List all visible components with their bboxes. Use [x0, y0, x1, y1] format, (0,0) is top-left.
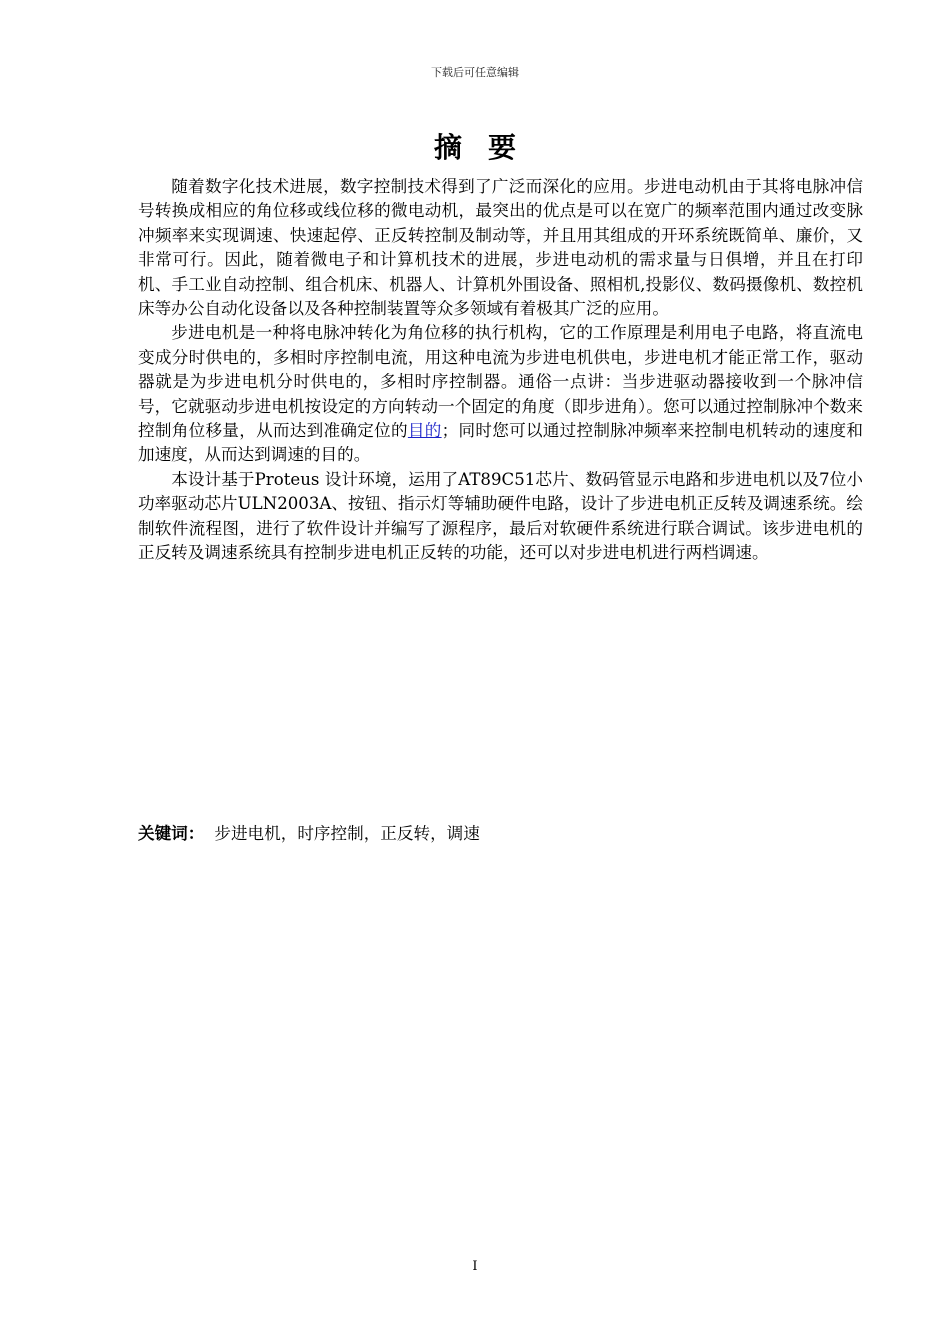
keywords-label: 关键词： — [138, 824, 205, 843]
purpose-link[interactable]: 目的 — [407, 421, 442, 441]
paragraph-3: 本设计基于Proteus 设计环境，运用了AT89C51芯片、数码管显示电路和步进电机以及7位小功率驱动芯片ULN2003A、按钮、指示灯等辅助硬件电路，设计了步进电机正反转及调速系统。绘制软件流程图，进行了软件设计并编写了源程序，最后对软硬件系统进行联合调试。该步进电机的正反转及调速系统具有控制步进电机正反转的功能，还可以对步进电机进行两档调速。 — [138, 469, 863, 563]
paragraph-2-text-before: 步进电机是一种将电脉冲转化为角位移的执行机构，它的工作原理是利用电子电路，将直流电变成分时供电的，多相时序控制电流，用这种电流为步进电机供电，步进电机才能正常工作，驱动器就是为步进电机分时供电的，多相时序控制器。通俗一点讲：当步进驱动器接收到一个脉冲信号，它就驱动步进电机按设定的方向转动一个固定的角度（即步进角）。您可以通过控制脉冲个数来控制角位移量，从而达到准确定位的 — [138, 323, 863, 441]
paragraph-1: 随着数字化技术进展，数字控制技术得到了广泛而深化的应用。步进电动机由于其将电脉冲信号转换成相应的角位移或线位移的微电动机，最突出的优点是可以在宽广的频率范围内通过改变脉冲频率来实现调速、快速起停、正反转控制及制动等，并且用其组成的开环系统既简单、廉价，又非常可行。因此，随着微电子和计算机技术的进展，步进电动机的需求量与日俱增，并且在打印机、手工业自动控制、组合机床、机器人、计算机外围设备、照相机,投影仪、数码摄像机、数控机床等办公自动化设备以及各种控制装置等众多领域有着极其广泛的应用。 — [138, 177, 863, 319]
paragraph-2 — [138, 321, 863, 467]
abstract-body — [138, 175, 863, 566]
keywords-line — [138, 822, 863, 846]
keywords-value: 步进电机，时序控制，正反转，调速 — [214, 824, 480, 843]
header-note: 下载后可任意编辑 — [431, 66, 519, 79]
paragraph-2-text-after: ；同时您可以通过控制脉冲频率来控制电机转动的速度和加速度，从而达到调速的目的。 — [138, 421, 864, 465]
page-title: 摘要 — [433, 131, 542, 164]
page-number: I — [472, 1259, 478, 1274]
